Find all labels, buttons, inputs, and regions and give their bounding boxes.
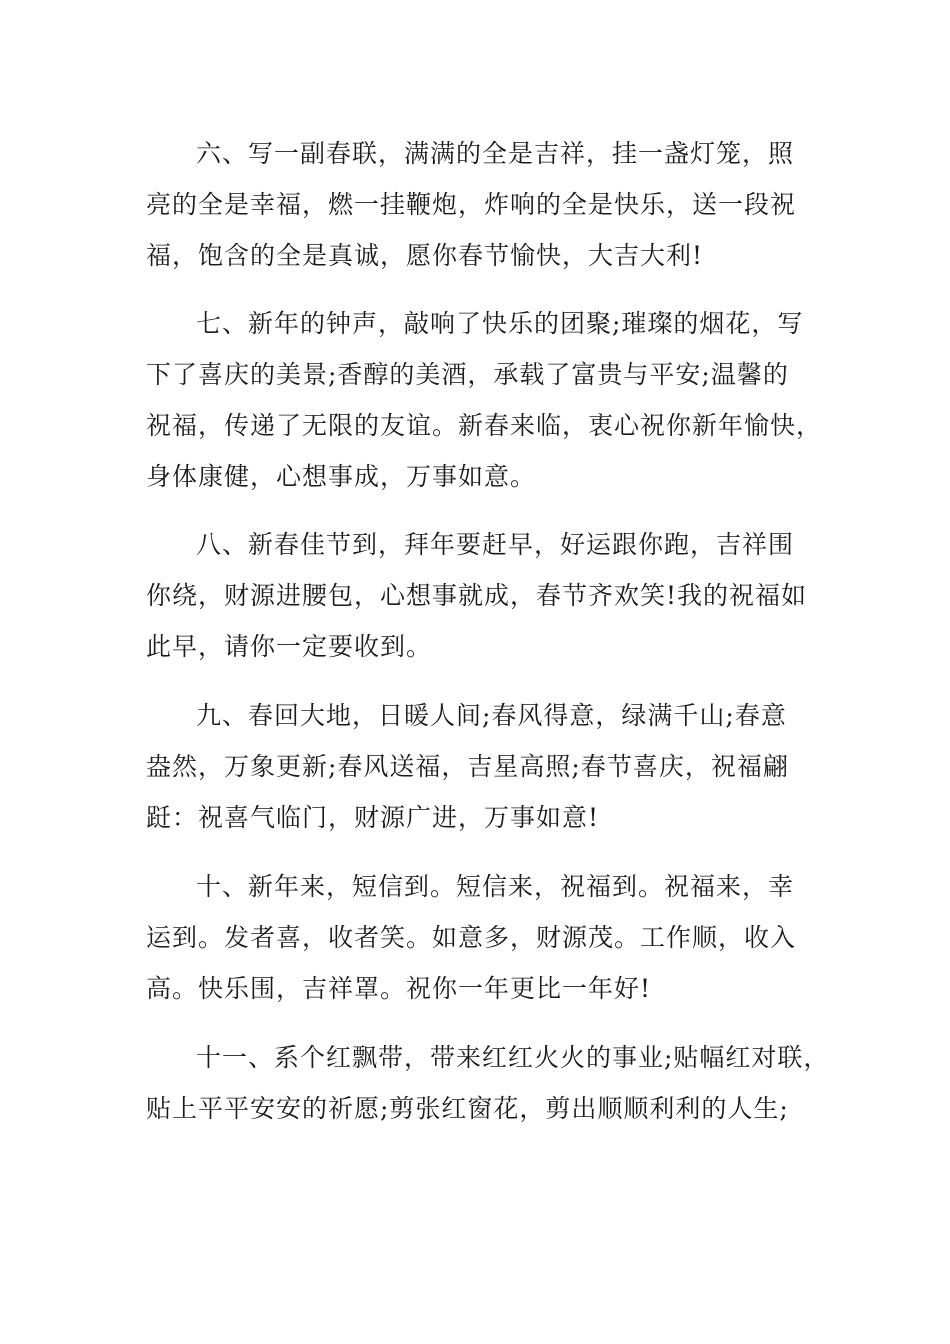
- text-line: 七、新年的钟声，敲响了快乐的团聚;璀璨的烟花，写: [196, 309, 804, 338]
- text-line: 运到。发者喜，收者笑。如意多，财源茂。工作顺，收入: [146, 923, 797, 952]
- paragraph-11: [146, 1032, 830, 1134]
- text-line: 祝福，传递了无限的友谊。新春来临，衷心祝你新年愉快，: [146, 411, 823, 440]
- text-line: 跹：祝喜气临门，财源广进，万事如意!: [146, 803, 600, 832]
- text-line: 十、新年来，短信到。短信来，祝福到。祝福来，幸: [196, 872, 795, 901]
- paragraph-8: [146, 519, 816, 672]
- text-line: 六、写一副春联，满满的全是吉祥，挂一盏灯笼，照: [196, 139, 795, 168]
- text-line: 你绕，财源进腰包，心想事就成，春节齐欢笑!我的祝福如: [146, 581, 808, 610]
- paragraph-6: [146, 128, 816, 281]
- paragraph-10: [146, 861, 816, 1014]
- text-line: 身体康健，心想事成，万事如意。: [146, 462, 537, 491]
- text-line: 此早，请你一定要收到。: [146, 632, 433, 661]
- text-line: 下了喜庆的美景;香醇的美酒，承载了富贵与平安;温馨的: [146, 360, 789, 389]
- paragraph-9: [146, 690, 816, 843]
- text-line: 盎然，万象更新;春风送福，吉星高照;春节喜庆，祝福翩: [146, 752, 789, 781]
- text-line: 八、新春佳节到，拜年要赶早，好运跟你跑，吉祥围: [196, 530, 795, 559]
- text-line: 十一、系个红飘带，带来红红火火的事业;贴幅红对联，: [196, 1043, 830, 1072]
- text-line: 高。快乐围，吉祥罩。祝你一年更比一年好!: [146, 974, 652, 1003]
- text-line: 九、春回大地，日暖人间;春风得意，绿满千山;春意: [196, 701, 787, 730]
- paragraph-7: [146, 298, 823, 502]
- text-line: 福，饱含的全是真诚，愿你春节愉快，大吉大利!: [146, 241, 704, 270]
- text-line: 亮的全是幸福，燃一挂鞭炮，炸响的全是快乐，送一段祝: [146, 190, 797, 219]
- text-line: 贴上平平安安的祈愿;剪张红窗花，剪出顺顺利利的人生;: [146, 1094, 789, 1123]
